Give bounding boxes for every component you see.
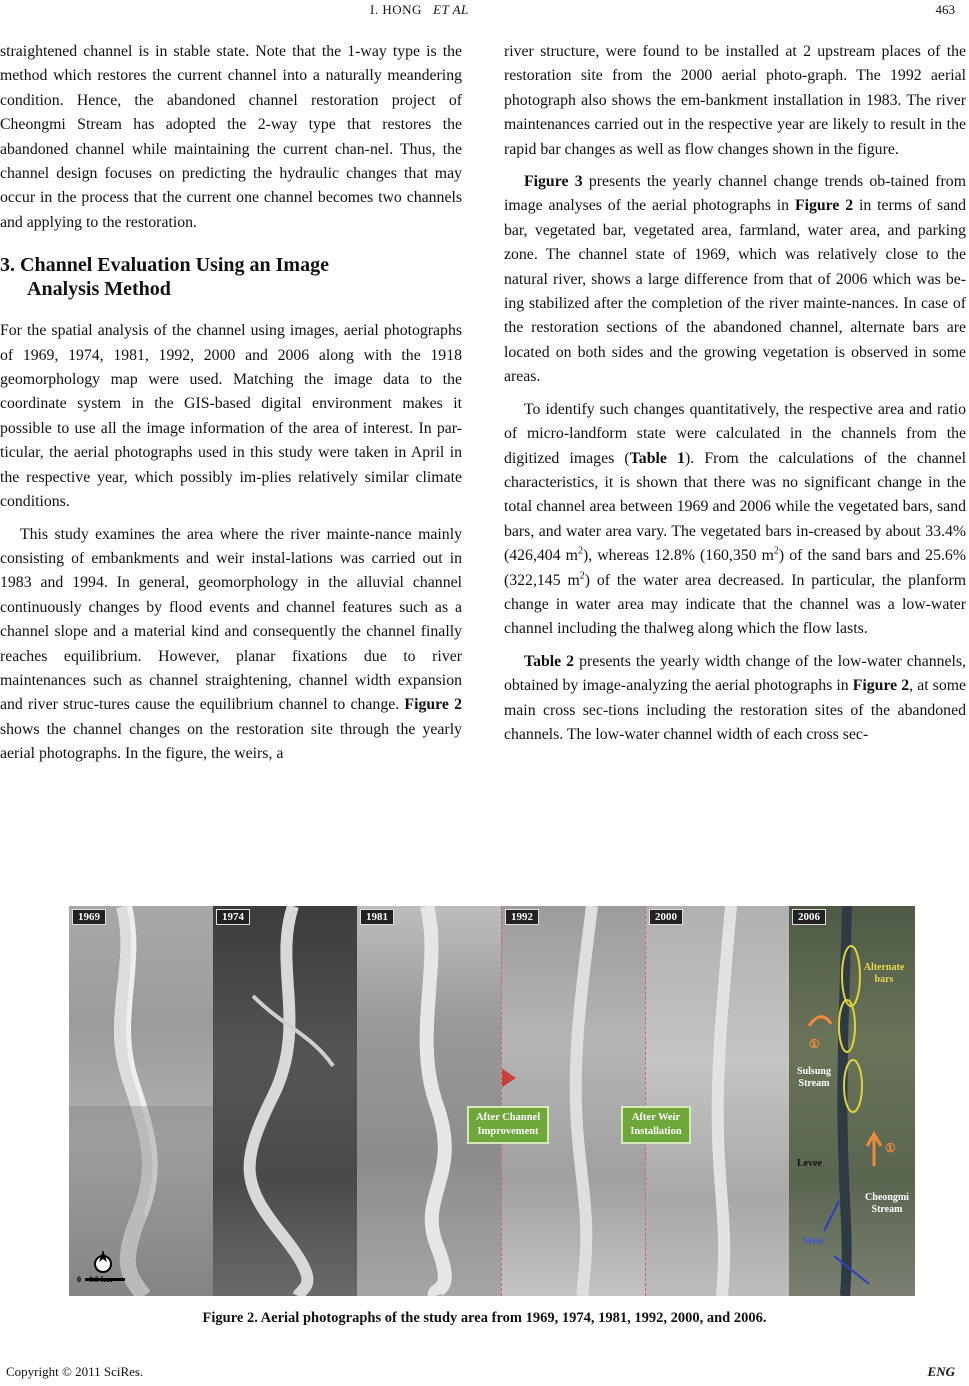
figure-reference[interactable]: Figure 2 [794, 197, 854, 215]
paragraph: Table 2 presents the yearly width change of the low-water channels, obtained by image-analyzing the aerial photographs in Figure 2, at some main cross sec-tions including the restoration sites of the abandoned channels. The low-water channel width of each cross sec- [504, 652, 967, 743]
section-heading: 3. Channel Evaluation Using an Image Analysis Method [0, 254, 329, 301]
cheongmi-stream-label: Cheongmi Stream [865, 1192, 909, 1215]
river-channel-1969 [69, 906, 213, 1296]
photo-panel-1969 [69, 906, 213, 1296]
left-column [0, 40, 462, 767]
scale-label: 0 0.5 km [77, 1275, 113, 1284]
year-label: 1992 [505, 909, 539, 925]
table-reference[interactable]: Table 1 [629, 449, 685, 467]
year-label: 2006 [792, 909, 826, 925]
river-channel-2000 [646, 906, 790, 1296]
year-label: 1969 [72, 909, 106, 925]
paragraph: Figure 3 presents the yearly channel change trends ob-tained from image analyses of the aerial photographs in Figure 2 in terms of sand bar, vegetated bar, vegetated area, farmland, water area, and parking zone. The channel state of 1969, which was relatively close to the natural river, shows a large difference from that of 2006 which was be-ing stabilized after the completion of the river mainte-nances. In case of the restoration sections of the abandoned channel, alternate bars are located on both sides and the growing vegetation is observed in some areas. [504, 173, 967, 386]
year-label: 2000 [649, 909, 683, 925]
photo-panel-2006 [789, 906, 915, 1296]
running-head-authors: I. HONG ET AL [370, 2, 469, 17]
aerial-photo-figure [69, 906, 915, 1296]
copyright-notice: Copyright © 2011 SciRes. [6, 1364, 144, 1379]
weir-label: Weir [803, 1236, 825, 1247]
alternate-bars-label: Alternate bars [863, 962, 905, 985]
paragraph: For the spatial analysis of the channel using images, aerial photographs of 1969, 1974, 1981, 1992, 2000 and 2006 along with the 1918 geomorphology map were used. Matching the image data to the coordinate system in the GIS-based digital environment makes it possible to use all the image information of the area of interest. In par-ticular, the aerial photographs used in this study were taken in April in the respective year, which possibly im-plies relatively similar climate conditions. [0, 322, 462, 511]
figure-caption: Figure 2. Aerial photographs of the study area from 1969, 1974, 1981, 1992, 2000, and 2006. [202, 1310, 767, 1326]
paragraph: To identify such changes quantitatively, the respective area and ratio of micro-landform state were calculated in the channels from the digitized images (Table 1). From the calculations of the channel characteristics, it is shown that there was no significant change in the total channel area between 1969 and 2006 while the vegetated bars, sand bars, and water area vary. The vegetated bars in-creased by about 33.4% (426,404 $m^2$), whereas 12.8% (160,350 $m^2$) of the sand bars and 25.6% (322,145 $m^2$) of the water area decreased. In particular, the planform change in water area may indicate that the channel was a low-water channel including the thalweg along which the flow lasts. [504, 400, 966, 638]
photo-panel-2000 [645, 906, 790, 1296]
figure-reference[interactable]: Figure 2 [852, 677, 910, 695]
river-channel-1992 [502, 906, 646, 1296]
year-label: 1974 [216, 909, 250, 925]
after-channel-improvement-callout: After Channel Improvement [467, 1106, 549, 1144]
page-header [0, 0, 969, 22]
paragraph: straightened channel is in stable state. Note that the 1-way type is the method which restores the current channel into a naturally meandering condition. Hence, the abandoned channel restoration project of Cheongmi Stream has adopted the 2-way type that restores the abandoned channel while maintaining the current chan-nel. Thus, the channel design focuses on predicting the hydraulic changes that may occur in the process that the current one channel becomes two channels and applying to the restoration. [0, 43, 462, 231]
journal-abbreviation: ENG [927, 1364, 955, 1379]
table-reference[interactable]: Table 2 [524, 652, 575, 670]
year-label: 1981 [360, 909, 394, 925]
after-weir-installation-callout: After Weir Installation [621, 1106, 691, 1144]
right-column [504, 40, 966, 747]
photo-panel-1981 [357, 906, 501, 1296]
levee-label: Levee [797, 1158, 822, 1169]
photo-panel-1974 [213, 906, 357, 1296]
sulsung-stream-label: Sulsung Stream [797, 1066, 831, 1089]
circle-marker-label: ① [809, 1037, 820, 1051]
figure-reference[interactable]: Figure 2 [404, 696, 462, 714]
paragraph: river structure, were found to be installed at 2 upstream places of the restoration site from the 2000 aerial photo-graph. The 1992 aerial photograph also shows the em-bankment installation in 1983. The river maintenances carried out in the respective year are likely to result in the rapid bar changes as well as flow changes shown in the figure. [504, 43, 966, 158]
river-channel-1981 [357, 906, 501, 1296]
photo-panel-1992 [501, 906, 646, 1296]
figure-reference[interactable]: Figure 3 [524, 173, 583, 191]
paragraph: This study examines the area where the river mainte-nance mainly consisting of embankments and weir instal-lations was carried out in 1983 and 1994. In general, geomorphology in the alluvial channel continuously changes by flood events and channel features such as a channel slope and a material kind and consequently the channel finally reaches equilibrium. However, planar fixations due to river maintenances such as channel straightening, channel width expansion and river struc-tures cause the equilibrium channel to change. Figure 2 shows the channel changes on the restoration site through the yearly aerial photographs. In the figure, the weirs, a [0, 525, 462, 763]
page-number: 463 [935, 2, 955, 17]
river-channel-1974 [213, 906, 357, 1296]
circle-marker-label: ① [885, 1141, 896, 1155]
